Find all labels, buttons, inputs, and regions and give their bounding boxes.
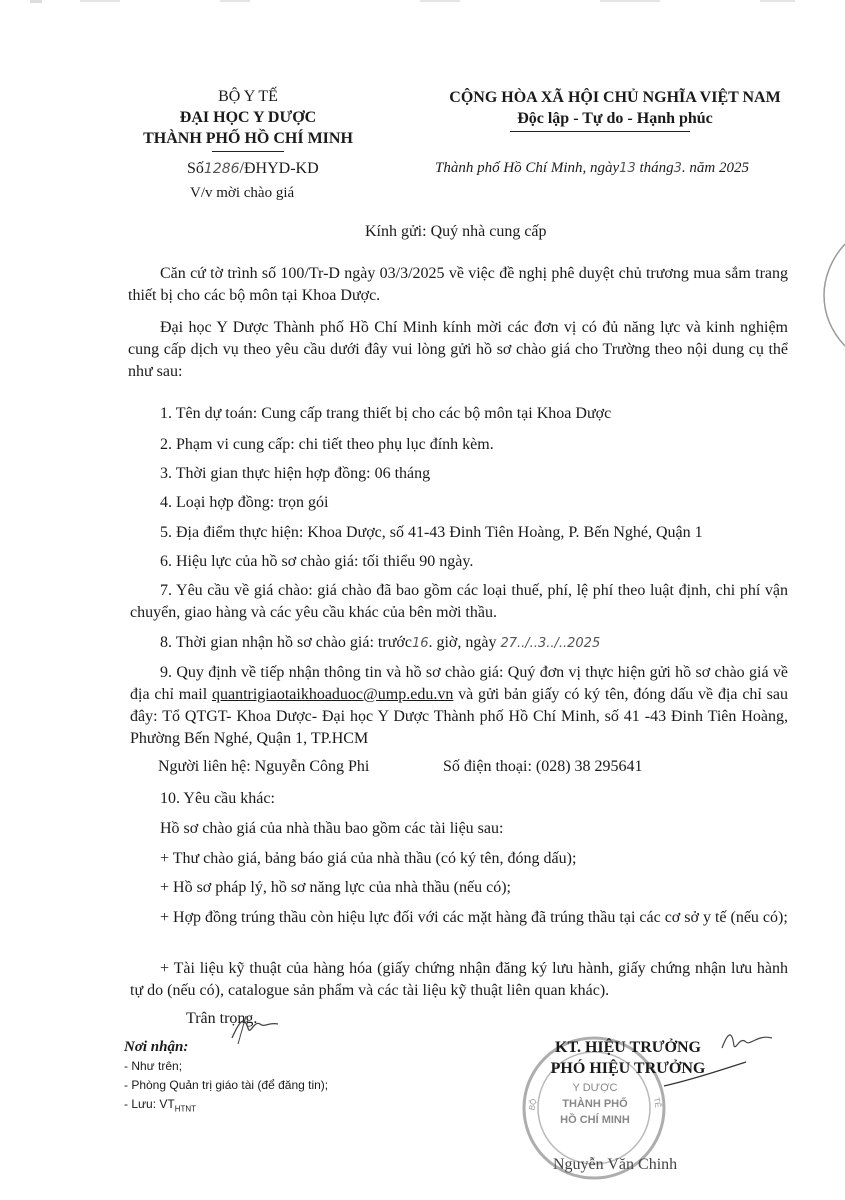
date-month-label: tháng [639,160,674,176]
nation-name: CỘNG HÒA XÃ HỘI CHỦ NGHĨA VIỆT NAM [449,89,781,106]
deadline-date-handwritten: 27../..3../..2025 [500,636,601,651]
item-10-other-requirements: 10. Yêu cầu khác: [160,790,275,807]
requirements-intro: Hồ sơ chào giá của nhà thầu bao gồm các tài liệu sau: [160,820,504,837]
stamp-edge-left: BỘ [527,1098,539,1111]
deadline-hour-handwritten: 16 [411,636,429,651]
item-5-location: 5. Địa điểm thực hiện: Khoa Dược, số 41-43 Đinh Tiên Hoàng, P. Bến Nghé, Quận 1 [160,524,703,541]
scan-edge-marks [0,0,845,6]
university-name-line2: THÀNH PHỐ HỒ CHÍ MINH [143,130,353,147]
item-7-price-requirements: 7. Yêu cầu về giá chào: giá chào đã bao gồm các loại thuế, phí, lệ phí theo luật định, chi phí vận chuyển, giao hàng và các yêu cầu khác của bên mời thầu. [130,582,788,621]
document-date [435,160,749,177]
item-1-estimate-name: 1. Tên dự toán: Cung cấp trang thiết bị cho các bộ môn tại Khoa Dược [160,405,612,422]
date-day-handwritten: 13 [619,161,636,176]
greeting: Kính gửi: Quý nhà cung cấp [365,223,547,240]
ministry-name: BỘ Y TẾ [218,88,278,105]
paragraph-invitation: Đại học Y Dược Thành phố Hồ Chí Minh kính mời các đơn vị có đủ năng lực và kinh nghiệm cung cấp dịch vụ theo yêu cầu dưới đây vui lòng gửi hồ sơ chào giá cho Trường theo nội dung cụ thể như sau: [128,319,788,380]
submission-email-link[interactable]: quantrigiaotaikhoaduoc@ump.edu.vn [211,686,454,703]
item-4-contract-type: 4. Loại hợp đồng: trọn gói [160,494,329,511]
signatory-name: Nguyễn Văn Chinh [553,1156,678,1173]
date-year: . năm 2025 [681,160,750,176]
date-month-handwritten: 3 [673,161,682,176]
archive-label: - Lưu: VT [124,1097,175,1111]
contact-phone: Số điện thoại: (028) 38 295641 [443,758,643,775]
signature-title-acting: KT. HIỆU TRƯỞNG [555,1039,701,1056]
stamp-line-2: THÀNH PHỐ [562,1098,628,1110]
date-prefix: Thành phố Hồ Chí Minh, ngày [435,160,620,176]
requirement-technical-docs: + Tài liệu kỹ thuật của hàng hóa (giấy chứng nhận đăng ký lưu hành, giấy chứng nhận lưu hành tự do (nếu có), catalogue sản phẩm và các tài liệu kỹ thuật liên quan khác). [130,960,788,999]
submission-text-2: và gửi bản giấy có ký tên, đóng dấu về địa chỉ sau đây: Tổ QTGT- Khoa Dược- Đại học Y Dược Thành phố Hồ Chí Minh, số 41 -43 Đinh Tiên Hoàng, Phường Bến Nghé, Quận 1, TP.HCM [130,686,789,747]
requirement-quotation-letter: + Thư chào giá, bảng báo giá của nhà thầu (có ký tên, đóng dấu); [160,850,577,867]
item-2-scope: 2. Phạm vi cung cấp: chi tiết theo phụ lục đính kèm. [160,436,494,453]
deadline-prefix: 8. Thời gian nhận hồ sơ chào giá: trước [160,634,412,651]
stamp-edge-right: TẾ [651,1096,663,1109]
item-6-validity: 6. Hiệu lực của hồ sơ chào giá: tối thiểu 90 ngày. [160,553,474,570]
right-header [420,87,810,129]
document-subject: V/v mời chào giá [190,185,295,201]
recipient-procurement-office: - Phòng Quản trị giáo tài (để đăng tin); [124,1078,329,1092]
national-motto: Độc lập - Tự do - Hạnh phúc [517,110,713,127]
paragraph-basis: Căn cứ tờ trình số 100/Tr-D ngày 03/3/2025 về việc đề nghị phê duyệt chủ trương mua sắm trang thiết bị cho các bộ môn tại Khoa Dược. [128,265,788,304]
recipients-title: Nơi nhận: [124,1039,189,1055]
stamp-text [540,1080,650,1128]
deadline-mid: . giờ, ngày [428,634,497,651]
contact-person: Người liên hệ: Nguyễn Công Phi [158,758,370,775]
title-scribble [718,1028,778,1054]
university-name-line1: ĐẠI HỌC Y DƯỢC [179,109,317,126]
item-3-duration: 3. Thời gian thực hiện hợp đồng: 06 tháng [160,465,431,482]
stamp-line-3: HỒ CHÍ MINH [560,1114,630,1126]
recipients-block [124,1037,328,1118]
header-underline-left [212,151,284,152]
recipient-archive [124,1095,328,1118]
requirement-legal-documents: + Hồ sơ pháp lý, hồ sơ năng lực của nhà thầu (nếu có); [160,879,511,896]
archive-subscript: HTNT [174,1104,197,1114]
signature-title-vice-rector: PHÓ HIỆU TRƯỞNG [550,1060,706,1077]
signature-stroke [660,1060,750,1090]
doc-number-prefix: Số [187,160,204,177]
document-number [187,160,319,178]
submission-text-1: 9. Quy định về tiếp nhận thông tin và hồ sơ chào giá: Quý đơn vị thực hiện gửi hồ sơ chào giá về địa chỉ mail [130,664,788,703]
stamp-line-1: Y DƯỢC [572,1082,618,1094]
requirement-valid-contracts: + Hợp đồng trúng thầu còn hiệu lực đối với các mặt hàng đã trúng thầu tại các cơ sở y tế (nếu có); [160,909,788,926]
header-underline-right [510,131,690,132]
item-9-submission-rules [130,662,788,750]
item-8-deadline [160,632,600,655]
edge-seal-fragment [822,240,845,350]
recipient-as-above: - Như trên; [124,1059,183,1073]
doc-number-suffix: /ĐHYD-KD [239,160,319,177]
left-header [130,86,366,149]
doc-number-handwritten: 1286 [203,161,240,177]
closing-text: Trân trọng. [186,1010,258,1027]
